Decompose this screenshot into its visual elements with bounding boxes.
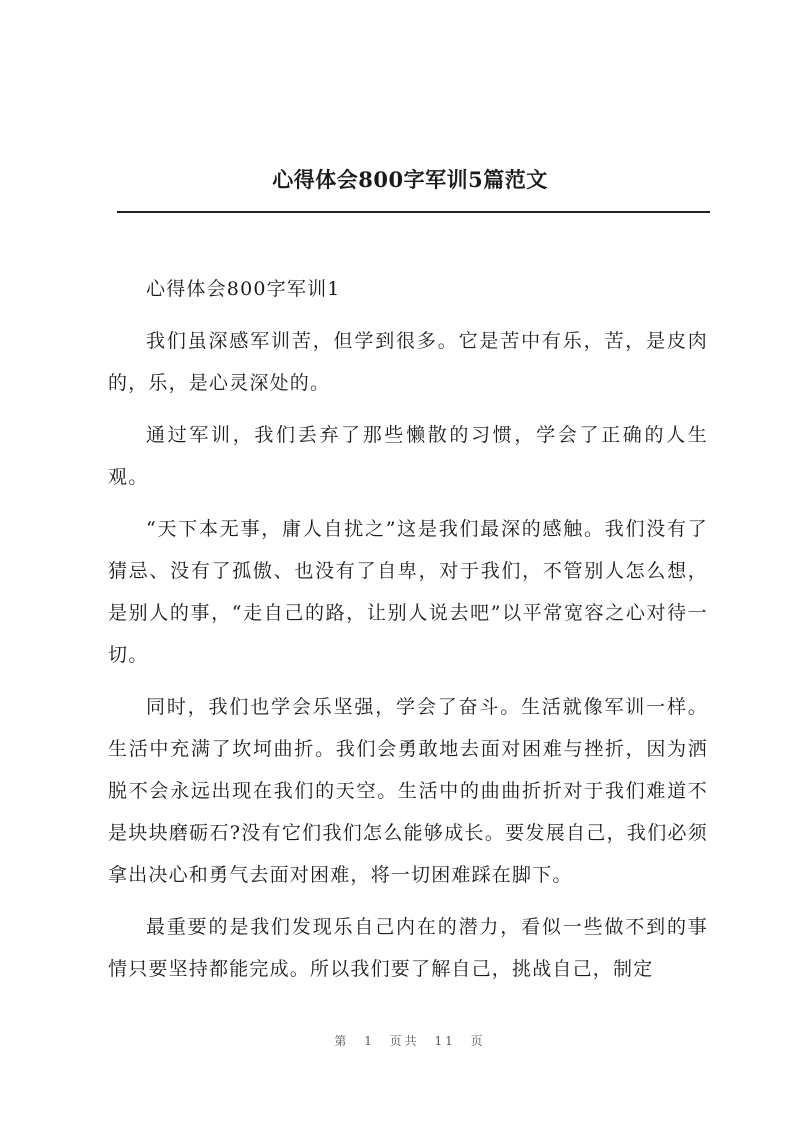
- document-body: [108, 268, 708, 1000]
- paragraph: 最重要的是我们发现乐自己内在的潜力，看似一些做不到的事情只要坚持都能完成。所以我们要了解自己，挑战自己，制定: [108, 916, 708, 980]
- section-heading: 心得体会800字军训1: [146, 278, 341, 300]
- paragraph: 通过军训，我们丢弃了那些懒散的习惯，学会了正确的人生观。: [108, 424, 708, 488]
- document-title: 心得体会800字军训5篇范文: [272, 167, 548, 192]
- paragraph: 同时，我们也学会乐坚强，学会了奋斗。生活就像军训一样。生活中充满了坎坷曲折。我们会勇敢地去面对困难与挫折，因为洒脱不会永远出现在我们的天空。生活中的曲曲折折对于我们难道不是块块磨砺石?没有它们我们怎么能够成长。要发展自己，我们必须拿出决心和勇气去面对困难，将一切困难踩在脚下。: [108, 696, 708, 886]
- paragraph: 我们虽深感军训苦，但学到很多。它是苦中有乐，苦，是皮肉的，乐，是心灵深处的。: [108, 330, 708, 394]
- paragraph: “天下本无事，庸人自扰之”这是我们最深的感触。我们没有了猜忌、没有了孤傲、也没有了自卑，对于我们，不管别人怎么想，是别人的事，“走自己的路，让别人说去吧”以平常宽容之心对待一切。: [108, 518, 708, 666]
- title-divider: [117, 211, 710, 213]
- page-number-footer: 第 1 页共 11 页: [334, 1034, 486, 1048]
